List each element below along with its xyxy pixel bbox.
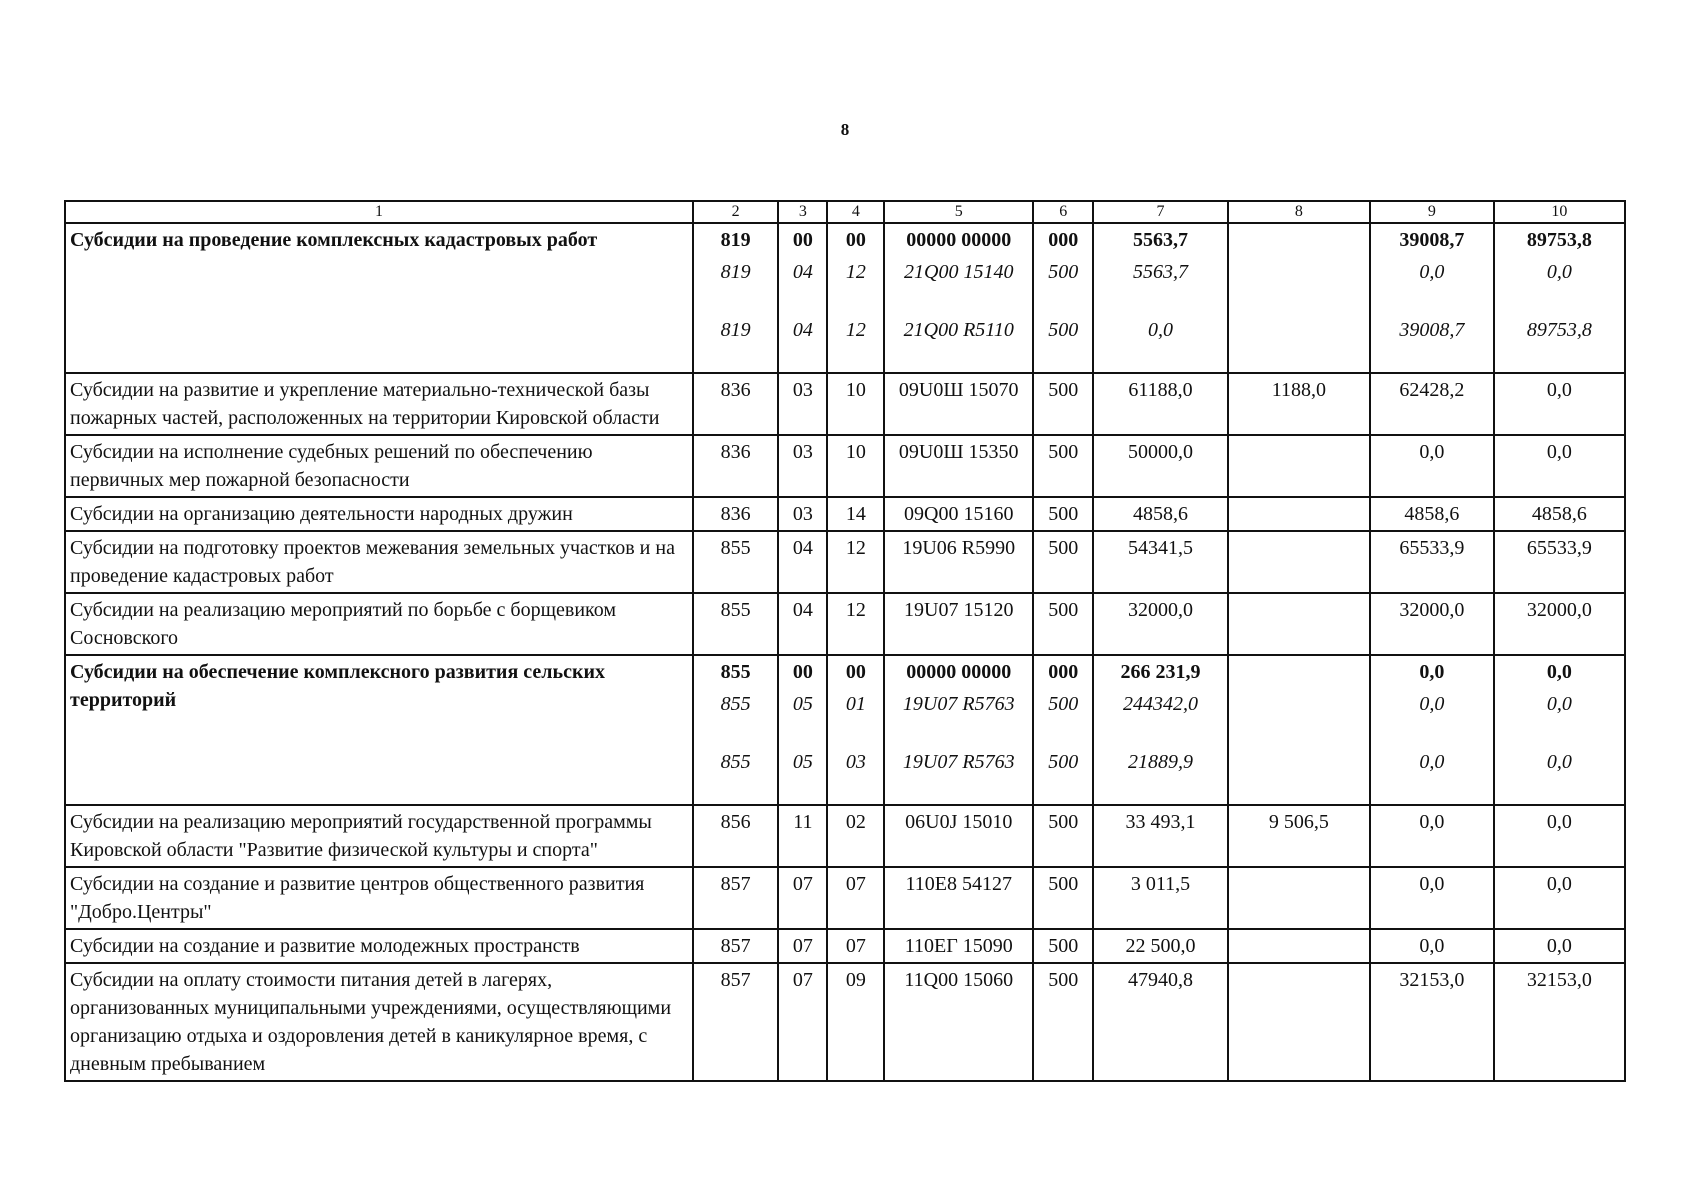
cell-col-4: 01: [827, 688, 884, 746]
cell-col-9: 0,0: [1370, 805, 1494, 867]
row-description: Субсидии на реализацию мероприятий государственной программы Кировской области "Развитие физической культуры и спорта": [65, 805, 693, 867]
cell-col-8: [1228, 688, 1370, 746]
cell-col-6: 000: [1033, 655, 1093, 688]
cell-col-9: 0,0: [1370, 688, 1494, 746]
cell-col-8: [1228, 223, 1370, 256]
cell-col-6: 500: [1033, 256, 1093, 314]
column-number: 9: [1370, 201, 1494, 223]
cell-col-5: 19U07 15120: [884, 593, 1033, 655]
budget-table: [64, 200, 1626, 1082]
cell-col-8: [1228, 929, 1370, 963]
cell-col-4: 00: [827, 655, 884, 688]
cell-col-4: 09: [827, 963, 884, 1081]
cell-col-10: 89753,8: [1494, 314, 1625, 373]
cell-col-6: 500: [1033, 593, 1093, 655]
cell-col-4: 12: [827, 314, 884, 373]
cell-col-10: 89753,8: [1494, 223, 1625, 256]
cell-col-5: 110ЕГ 15090: [884, 929, 1033, 963]
cell-col-9: 62428,2: [1370, 373, 1494, 435]
cell-col-9: 39008,7: [1370, 314, 1494, 373]
cell-col-9: 0,0: [1370, 435, 1494, 497]
cell-col-8: [1228, 963, 1370, 1081]
cell-col-2: 857: [693, 963, 778, 1081]
column-number: 1: [65, 201, 693, 223]
row-description: Субсидии на организацию деятельности народных дружин: [65, 497, 693, 531]
cell-col-7: 3 011,5: [1093, 867, 1228, 929]
cell-col-6: 500: [1033, 746, 1093, 805]
cell-col-9: 0,0: [1370, 867, 1494, 929]
cell-col-8: 9 506,5: [1228, 805, 1370, 867]
cell-col-6: 500: [1033, 497, 1093, 531]
cell-col-4: 02: [827, 805, 884, 867]
cell-col-7: 5563,7: [1093, 256, 1228, 314]
cell-col-5: 09U0Ш 15070: [884, 373, 1033, 435]
cell-col-5: 00000 00000: [884, 655, 1033, 688]
cell-col-9: 39008,7: [1370, 223, 1494, 256]
table-row: [65, 373, 1625, 435]
cell-col-5: 19U07 R5763: [884, 746, 1033, 805]
column-number: 2: [693, 201, 778, 223]
column-number: 10: [1494, 201, 1625, 223]
cell-col-4: 03: [827, 746, 884, 805]
row-description: Субсидии на исполнение судебных решений по обеспечению первичных мер пожарной безопасности: [65, 435, 693, 497]
cell-col-3: 07: [778, 929, 827, 963]
cell-col-5: 06U0J 15010: [884, 805, 1033, 867]
cell-col-7: 244342,0: [1093, 688, 1228, 746]
cell-col-10: 32153,0: [1494, 963, 1625, 1081]
cell-col-10: 0,0: [1494, 746, 1625, 805]
cell-col-7: 47940,8: [1093, 963, 1228, 1081]
cell-col-2: 856: [693, 805, 778, 867]
cell-col-7: 32000,0: [1093, 593, 1228, 655]
column-number: 7: [1093, 201, 1228, 223]
cell-col-10: 65533,9: [1494, 531, 1625, 593]
cell-col-9: 0,0: [1370, 746, 1494, 805]
cell-col-5: 110E8 54127: [884, 867, 1033, 929]
cell-col-8: [1228, 256, 1370, 314]
cell-col-4: 00: [827, 223, 884, 256]
cell-col-2: 836: [693, 497, 778, 531]
cell-col-6: 500: [1033, 963, 1093, 1081]
cell-col-10: 4858,6: [1494, 497, 1625, 531]
column-number-row: [65, 201, 1625, 223]
cell-col-3: 04: [778, 256, 827, 314]
cell-col-2: 836: [693, 435, 778, 497]
cell-col-9: 0,0: [1370, 256, 1494, 314]
cell-col-4: 14: [827, 497, 884, 531]
cell-col-9: 0,0: [1370, 929, 1494, 963]
cell-col-3: 03: [778, 497, 827, 531]
cell-col-4: 10: [827, 373, 884, 435]
cell-col-3: 03: [778, 373, 827, 435]
cell-col-3: 00: [778, 223, 827, 256]
table-row: [65, 435, 1625, 497]
cell-col-4: 12: [827, 593, 884, 655]
cell-col-7: 61188,0: [1093, 373, 1228, 435]
cell-col-10: 0,0: [1494, 867, 1625, 929]
cell-col-2: 819: [693, 256, 778, 314]
cell-col-2: 855: [693, 688, 778, 746]
cell-col-4: 10: [827, 435, 884, 497]
column-number: 6: [1033, 201, 1093, 223]
row-description: Субсидии на создание и развитие молодежных пространств: [65, 929, 693, 963]
cell-col-3: 11: [778, 805, 827, 867]
table-body: [65, 223, 1625, 1081]
cell-col-8: [1228, 593, 1370, 655]
cell-col-10: 0,0: [1494, 435, 1625, 497]
cell-col-6: 500: [1033, 531, 1093, 593]
cell-col-10: 32000,0: [1494, 593, 1625, 655]
cell-col-7: 266 231,9: [1093, 655, 1228, 688]
cell-col-3: 00: [778, 655, 827, 688]
cell-col-2: 855: [693, 593, 778, 655]
cell-col-2: 819: [693, 314, 778, 373]
cell-col-10: 0,0: [1494, 256, 1625, 314]
row-description: Субсидии на подготовку проектов межевания земельных участков и на проведение кадастровых работ: [65, 531, 693, 593]
table-row: [65, 655, 1625, 688]
cell-col-4: 12: [827, 256, 884, 314]
cell-col-5: 21Q00 15140: [884, 256, 1033, 314]
cell-col-8: [1228, 655, 1370, 688]
column-number: 5: [884, 201, 1033, 223]
row-description: Субсидии на создание и развитие центров общественного развития "Добро.Центры": [65, 867, 693, 929]
cell-col-4: 12: [827, 531, 884, 593]
cell-col-8: [1228, 314, 1370, 373]
column-number: 8: [1228, 201, 1370, 223]
cell-col-8: [1228, 531, 1370, 593]
cell-col-3: 07: [778, 867, 827, 929]
cell-col-5: 00000 00000: [884, 223, 1033, 256]
cell-col-9: 4858,6: [1370, 497, 1494, 531]
cell-col-5: 09U0Ш 15350: [884, 435, 1033, 497]
cell-col-4: 07: [827, 929, 884, 963]
cell-col-6: 500: [1033, 314, 1093, 373]
row-description: Субсидии на оплату стоимости питания детей в лагерях, организованных муниципальными учреждениями, осуществляющими организацию отдыха и оздоровления детей в каникулярное время, с дневным пребыванием: [65, 963, 693, 1081]
cell-col-8: 1188,0: [1228, 373, 1370, 435]
cell-col-8: [1228, 435, 1370, 497]
cell-col-7: 5563,7: [1093, 223, 1228, 256]
cell-col-6: 500: [1033, 805, 1093, 867]
cell-col-5: 21Q00 R5110: [884, 314, 1033, 373]
cell-col-3: 04: [778, 314, 827, 373]
table-row: [65, 805, 1625, 867]
cell-col-2: 855: [693, 655, 778, 688]
cell-col-8: [1228, 497, 1370, 531]
cell-col-9: 65533,9: [1370, 531, 1494, 593]
cell-col-3: 04: [778, 531, 827, 593]
cell-col-5: 19U06 R5990: [884, 531, 1033, 593]
cell-col-6: 500: [1033, 867, 1093, 929]
cell-col-2: 857: [693, 929, 778, 963]
cell-col-8: [1228, 867, 1370, 929]
cell-col-10: 0,0: [1494, 929, 1625, 963]
page-number: 8: [840, 120, 850, 139]
cell-col-2: 855: [693, 531, 778, 593]
cell-col-4: 07: [827, 867, 884, 929]
cell-col-9: 32000,0: [1370, 593, 1494, 655]
table-row: [65, 867, 1625, 929]
row-description: Субсидии на развитие и укрепление материально-технической базы пожарных частей, расположенных на территории Кировской области: [65, 373, 693, 435]
cell-col-10: 0,0: [1494, 655, 1625, 688]
table-row: [65, 593, 1625, 655]
cell-col-3: 04: [778, 593, 827, 655]
cell-col-8: [1228, 746, 1370, 805]
cell-col-5: 11Q00 15060: [884, 963, 1033, 1081]
cell-col-2: 855: [693, 746, 778, 805]
cell-col-3: 05: [778, 688, 827, 746]
cell-col-5: 19U07 R5763: [884, 688, 1033, 746]
cell-col-5: 09Q00 15160: [884, 497, 1033, 531]
column-number: 3: [778, 201, 827, 223]
table-row: [65, 531, 1625, 593]
cell-col-6: 500: [1033, 929, 1093, 963]
table-row: [65, 963, 1625, 1081]
row-description: Субсидии на реализацию мероприятий по борьбе с борщевиком Сосновского: [65, 593, 693, 655]
cell-col-10: 0,0: [1494, 805, 1625, 867]
cell-col-2: 857: [693, 867, 778, 929]
cell-col-7: 54341,5: [1093, 531, 1228, 593]
cell-col-6: 500: [1033, 435, 1093, 497]
cell-col-7: 33 493,1: [1093, 805, 1228, 867]
table-row: [65, 497, 1625, 531]
cell-col-2: 819: [693, 223, 778, 256]
cell-col-7: 0,0: [1093, 314, 1228, 373]
cell-col-6: 000: [1033, 223, 1093, 256]
cell-col-7: 4858,6: [1093, 497, 1228, 531]
cell-col-7: 21889,9: [1093, 746, 1228, 805]
cell-col-9: 32153,0: [1370, 963, 1494, 1081]
row-description: Субсидии на проведение комплексных кадастровых работ: [65, 223, 693, 373]
cell-col-10: 0,0: [1494, 373, 1625, 435]
table-row: [65, 223, 1625, 256]
cell-col-3: 03: [778, 435, 827, 497]
cell-col-7: 22 500,0: [1093, 929, 1228, 963]
cell-col-6: 500: [1033, 373, 1093, 435]
cell-col-3: 07: [778, 963, 827, 1081]
table-row: [65, 929, 1625, 963]
cell-col-10: 0,0: [1494, 688, 1625, 746]
cell-col-9: 0,0: [1370, 655, 1494, 688]
column-number: 4: [827, 201, 884, 223]
cell-col-6: 500: [1033, 688, 1093, 746]
cell-col-2: 836: [693, 373, 778, 435]
cell-col-7: 50000,0: [1093, 435, 1228, 497]
row-description: Субсидии на обеспечение комплексного развития сельских территорий: [65, 655, 693, 805]
cell-col-3: 05: [778, 746, 827, 805]
